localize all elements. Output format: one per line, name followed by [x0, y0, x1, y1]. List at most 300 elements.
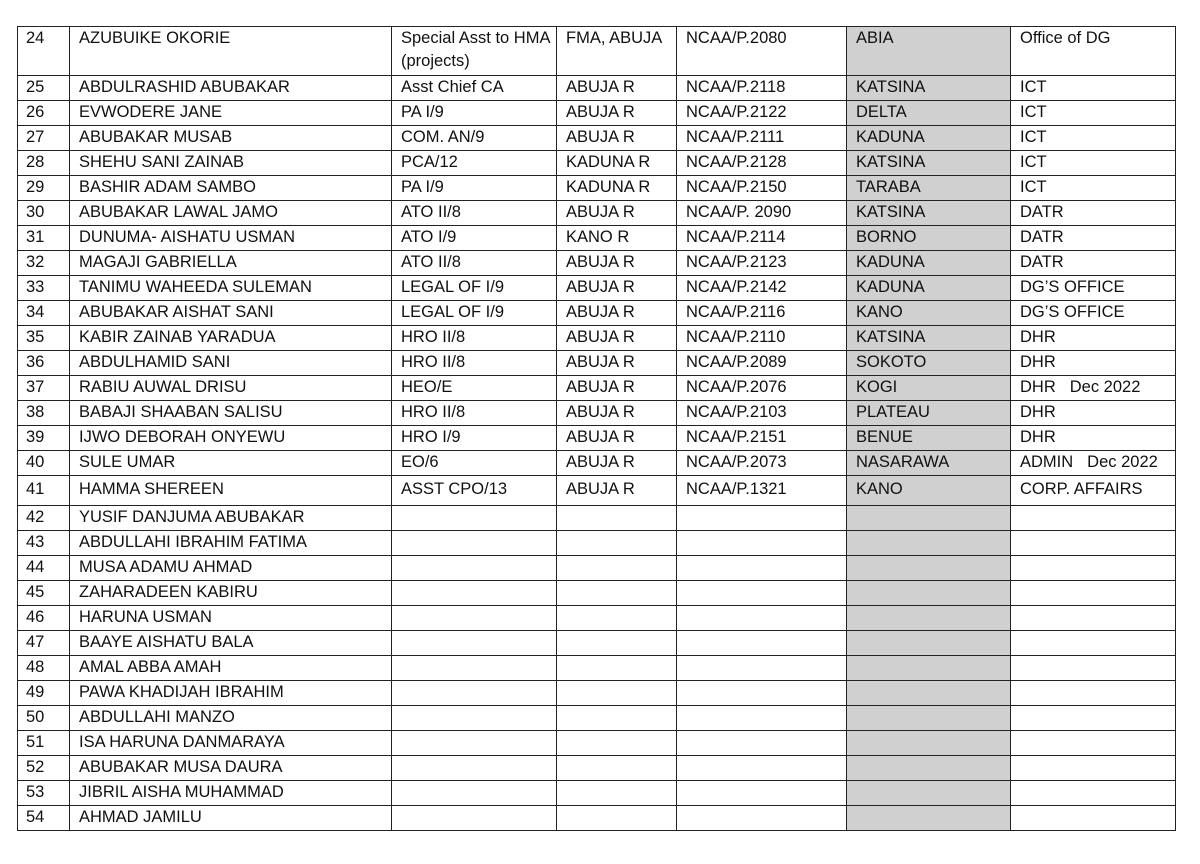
location-text: ABUJA R	[566, 303, 635, 321]
designation-cell	[392, 556, 557, 581]
file-number-text: NCAA/P.2089	[686, 353, 787, 371]
serial-number-cell	[18, 606, 70, 631]
location-cell	[557, 276, 677, 301]
table-row	[18, 706, 1176, 731]
file-number-cell	[677, 806, 847, 831]
department-cell	[1011, 706, 1176, 731]
designation-cell	[392, 401, 557, 426]
table-row	[18, 251, 1176, 276]
serial-number-text: 25	[26, 78, 45, 96]
location-cell	[557, 656, 677, 681]
staff-name-text: ISA HARUNA DANMARAYA	[79, 733, 285, 751]
location-cell	[557, 101, 677, 126]
department-text: DG’S OFFICE	[1020, 303, 1125, 321]
designation-cell	[392, 126, 557, 151]
location-cell	[557, 781, 677, 806]
file-number-text: NCAA/P.2151	[686, 428, 787, 446]
serial-number-text: 28	[26, 153, 45, 171]
file-number-cell	[677, 506, 847, 531]
designation-text: Asst Chief CA	[401, 78, 504, 96]
file-number-cell	[677, 631, 847, 656]
location-cell	[557, 401, 677, 426]
table-row	[18, 631, 1176, 656]
location-cell	[557, 756, 677, 781]
staff-name-text: ABDULLAHI MANZO	[79, 708, 235, 726]
designation-cell	[392, 276, 557, 301]
designation-cell	[392, 681, 557, 706]
serial-number-cell	[18, 351, 70, 376]
state-of-origin-cell	[847, 301, 1011, 326]
staff-name-text: DUNUMA- AISHATU USMAN	[79, 228, 296, 246]
serial-number-cell	[18, 781, 70, 806]
staff-name-cell	[70, 706, 392, 731]
staff-name-cell	[70, 76, 392, 101]
staff-name-text: ABUBAKAR LAWAL JAMO	[79, 203, 278, 221]
state-of-origin-text: KADUNA	[856, 253, 925, 271]
state-of-origin-cell	[847, 27, 1011, 76]
file-number-cell	[677, 476, 847, 506]
state-of-origin-cell	[847, 806, 1011, 831]
state-of-origin-cell	[847, 351, 1011, 376]
staff-name-cell	[70, 101, 392, 126]
file-number-cell	[677, 351, 847, 376]
designation-cell	[392, 631, 557, 656]
staff-name-cell	[70, 27, 392, 76]
state-of-origin-text: KATSINA	[856, 328, 926, 346]
department-cell	[1011, 76, 1176, 101]
staff-name-cell	[70, 226, 392, 251]
serial-number-cell	[18, 176, 70, 201]
location-text: ABUJA R	[566, 328, 635, 346]
state-of-origin-cell	[847, 451, 1011, 476]
state-of-origin-cell	[847, 656, 1011, 681]
staff-name-text: AZUBUIKE OKORIE	[79, 29, 231, 47]
serial-number-text: 35	[26, 328, 45, 346]
staff-name-text: PAWA KHADIJAH IBRAHIM	[79, 683, 284, 701]
staff-name-text: JIBRIL AISHA MUHAMMAD	[79, 783, 284, 801]
location-cell	[557, 301, 677, 326]
serial-number-text: 40	[26, 453, 45, 471]
serial-number-text: 30	[26, 203, 45, 221]
location-cell	[557, 451, 677, 476]
state-of-origin-cell	[847, 781, 1011, 806]
staff-name-cell	[70, 176, 392, 201]
file-number-text: NCAA/P.2116	[686, 303, 786, 321]
department-text: DHR	[1020, 378, 1056, 396]
file-number-cell	[677, 301, 847, 326]
department-cell	[1011, 756, 1176, 781]
state-of-origin-cell	[847, 531, 1011, 556]
serial-number-cell	[18, 376, 70, 401]
staff-name-cell	[70, 781, 392, 806]
designation-cell	[392, 101, 557, 126]
file-number-text: NCAA/P.2150	[686, 178, 787, 196]
department-cell	[1011, 731, 1176, 756]
department-cell	[1011, 506, 1176, 531]
location-text: ABUJA R	[566, 78, 635, 96]
department-cell	[1011, 401, 1176, 426]
state-of-origin-text: KADUNA	[856, 278, 925, 296]
file-number-text: NCAA/P.2110	[686, 328, 786, 346]
department-text: DATR	[1020, 228, 1064, 246]
serial-number-cell	[18, 756, 70, 781]
department-text: DHR	[1020, 328, 1056, 346]
serial-number-text: 38	[26, 403, 45, 421]
file-number-cell	[677, 226, 847, 251]
designation-cell	[392, 201, 557, 226]
staff-name-cell	[70, 656, 392, 681]
staff-name-cell	[70, 606, 392, 631]
serial-number-cell	[18, 226, 70, 251]
location-cell	[557, 531, 677, 556]
serial-number-cell	[18, 76, 70, 101]
designation-text: ASST CPO/13	[401, 480, 508, 498]
table-row	[18, 276, 1176, 301]
staff-name-text: AHMAD JAMILU	[79, 808, 202, 826]
state-of-origin-cell	[847, 476, 1011, 506]
table-row	[18, 606, 1176, 631]
designation-text: COM. AN/9	[401, 128, 485, 146]
department-cell	[1011, 27, 1176, 76]
designation-cell	[392, 27, 557, 76]
file-number-text: NCAA/P.2111	[686, 128, 785, 146]
location-cell	[557, 126, 677, 151]
department-cell	[1011, 531, 1176, 556]
table-row	[18, 451, 1176, 476]
location-text: ABUJA R	[566, 253, 635, 271]
designation-cell	[392, 656, 557, 681]
state-of-origin-cell	[847, 251, 1011, 276]
file-number-cell	[677, 731, 847, 756]
department-text: CORP. AFFAIRS	[1020, 480, 1143, 498]
department-cell	[1011, 656, 1176, 681]
file-number-text: NCAA/P.2142	[686, 278, 787, 296]
file-number-cell	[677, 376, 847, 401]
state-of-origin-cell	[847, 681, 1011, 706]
department-cell	[1011, 101, 1176, 126]
staff-name-cell	[70, 581, 392, 606]
state-of-origin-text: TARABA	[856, 178, 921, 196]
staff-name-text: KABIR ZAINAB YARADUA	[79, 328, 276, 346]
serial-number-text: 26	[26, 103, 45, 121]
location-cell	[557, 606, 677, 631]
location-cell	[557, 476, 677, 506]
staff-table	[17, 26, 1176, 831]
file-number-cell	[677, 176, 847, 201]
department-cell	[1011, 426, 1176, 451]
table-row	[18, 326, 1176, 351]
designation-cell	[392, 376, 557, 401]
staff-name-text: EVWODERE JANE	[79, 103, 223, 121]
department-text: DG’S OFFICE	[1020, 278, 1125, 296]
staff-name-cell	[70, 451, 392, 476]
staff-name-cell	[70, 731, 392, 756]
table-row	[18, 301, 1176, 326]
designation-text: LEGAL OF I/9	[401, 278, 505, 296]
department-cell	[1011, 176, 1176, 201]
designation-text: HRO I/9	[401, 428, 461, 446]
table-row	[18, 426, 1176, 451]
department-text: ICT	[1020, 103, 1047, 121]
designation-text: PCA/12	[401, 153, 458, 171]
department-cell	[1011, 781, 1176, 806]
table-row	[18, 681, 1176, 706]
file-number-cell	[677, 556, 847, 581]
staff-name-cell	[70, 806, 392, 831]
file-number-cell	[677, 781, 847, 806]
designation-text: LEGAL OF I/9	[401, 303, 505, 321]
staff-name-text: BABAJI SHAABAN SALISU	[79, 403, 283, 421]
department-text: DHR	[1020, 428, 1056, 446]
file-number-cell	[677, 76, 847, 101]
location-text: KANO R	[566, 228, 630, 246]
state-of-origin-cell	[847, 756, 1011, 781]
location-text: ABUJA R	[566, 103, 635, 121]
designation-text: HEO/E	[401, 378, 453, 396]
serial-number-cell	[18, 27, 70, 76]
location-cell	[557, 151, 677, 176]
location-text: KADUNA R	[566, 178, 651, 196]
department-text: DHR	[1020, 403, 1056, 421]
designation-cell	[392, 706, 557, 731]
staff-name-text: AMAL ABBA AMAH	[79, 658, 222, 676]
designation-cell	[392, 756, 557, 781]
serial-number-text: 27	[26, 128, 45, 146]
table-row	[18, 176, 1176, 201]
department-cell	[1011, 226, 1176, 251]
serial-number-text: 37	[26, 378, 45, 396]
designation-cell	[392, 176, 557, 201]
state-of-origin-text: KATSINA	[856, 153, 926, 171]
department-cell	[1011, 126, 1176, 151]
state-of-origin-cell	[847, 126, 1011, 151]
staff-name-cell	[70, 506, 392, 531]
table-row	[18, 556, 1176, 581]
serial-number-text: 36	[26, 353, 45, 371]
department-cell	[1011, 681, 1176, 706]
serial-number-cell	[18, 326, 70, 351]
serial-number-cell	[18, 401, 70, 426]
serial-number-cell	[18, 276, 70, 301]
department-cell	[1011, 556, 1176, 581]
department-text: DHR	[1020, 353, 1056, 371]
department-cell	[1011, 476, 1176, 506]
state-of-origin-cell	[847, 401, 1011, 426]
serial-number-cell	[18, 426, 70, 451]
table-row	[18, 351, 1176, 376]
staff-table-body	[18, 27, 1176, 831]
serial-number-text: 31	[26, 228, 45, 246]
location-cell	[557, 506, 677, 531]
state-of-origin-cell	[847, 276, 1011, 301]
file-number-cell	[677, 151, 847, 176]
state-of-origin-text: BORNO	[856, 228, 917, 246]
serial-number-cell	[18, 126, 70, 151]
serial-number-cell	[18, 201, 70, 226]
staff-name-text: ABUBAKAR AISHAT SANI	[79, 303, 274, 321]
department-cell	[1011, 301, 1176, 326]
file-number-cell	[677, 276, 847, 301]
staff-name-cell	[70, 426, 392, 451]
designation-cell	[392, 581, 557, 606]
staff-name-cell	[70, 756, 392, 781]
serial-number-cell	[18, 151, 70, 176]
table-row	[18, 756, 1176, 781]
serial-number-text: 33	[26, 278, 45, 296]
table-row	[18, 806, 1176, 831]
staff-name-cell	[70, 631, 392, 656]
state-of-origin-cell	[847, 201, 1011, 226]
serial-number-text: 41	[26, 480, 45, 498]
table-row	[18, 401, 1176, 426]
staff-name-cell	[70, 201, 392, 226]
state-of-origin-text: BENUE	[856, 428, 913, 446]
staff-name-text: ABUBAKAR MUSAB	[79, 128, 233, 146]
serial-number-text: 48	[26, 658, 45, 676]
location-cell	[557, 76, 677, 101]
table-row	[18, 101, 1176, 126]
file-number-cell	[677, 681, 847, 706]
staff-name-text: TANIMU WAHEEDA SULEMAN	[79, 278, 312, 296]
designation-cell	[392, 806, 557, 831]
file-number-text: NCAA/P.2122	[686, 103, 787, 121]
serial-number-text: 39	[26, 428, 45, 446]
department-text: DATR	[1020, 253, 1064, 271]
file-number-text: NCAA/P.2073	[686, 453, 787, 471]
file-number-cell	[677, 531, 847, 556]
serial-number-cell	[18, 706, 70, 731]
file-number-text: NCAA/P.2128	[686, 153, 787, 171]
location-cell	[557, 731, 677, 756]
location-cell	[557, 226, 677, 251]
table-row	[18, 151, 1176, 176]
file-number-cell	[677, 101, 847, 126]
designation-cell	[392, 151, 557, 176]
state-of-origin-cell	[847, 556, 1011, 581]
staff-name-cell	[70, 476, 392, 506]
file-number-text: NCAA/P.2114	[686, 228, 786, 246]
file-number-text: NCAA/P.2123	[686, 253, 787, 271]
file-number-cell	[677, 251, 847, 276]
designation-cell	[392, 531, 557, 556]
state-of-origin-text: KOGI	[856, 378, 898, 396]
file-number-cell	[677, 451, 847, 476]
state-of-origin-cell	[847, 426, 1011, 451]
designation-text: PA I/9	[401, 103, 444, 121]
table-row	[18, 506, 1176, 531]
table-row	[18, 531, 1176, 556]
state-of-origin-cell	[847, 376, 1011, 401]
staff-name-cell	[70, 251, 392, 276]
department-text: ADMIN	[1020, 453, 1074, 471]
table-row	[18, 476, 1176, 506]
serial-number-text: 53	[26, 783, 45, 801]
staff-name-cell	[70, 151, 392, 176]
file-number-text: NCAA/P.2080	[686, 29, 787, 47]
serial-number-text: 42	[26, 508, 45, 526]
state-of-origin-text: NASARAWA	[856, 453, 950, 471]
designation-cell	[392, 606, 557, 631]
state-of-origin-cell	[847, 731, 1011, 756]
designation-text: ATO I/9	[401, 228, 457, 246]
location-cell	[557, 27, 677, 76]
file-number-text: NCAA/P.1321	[686, 480, 787, 498]
location-cell	[557, 351, 677, 376]
serial-number-cell	[18, 631, 70, 656]
serial-number-cell	[18, 476, 70, 506]
designation-text: ATO II/8	[401, 253, 461, 271]
designation-cell	[392, 301, 557, 326]
state-of-origin-cell	[847, 76, 1011, 101]
department-text: ICT	[1020, 178, 1047, 196]
location-text: ABUJA R	[566, 403, 635, 421]
serial-number-cell	[18, 581, 70, 606]
designation-cell	[392, 76, 557, 101]
designation-text: Special Asst to HMA (projects)	[401, 29, 550, 70]
designation-cell	[392, 781, 557, 806]
serial-number-cell	[18, 451, 70, 476]
staff-name-cell	[70, 301, 392, 326]
serial-number-cell	[18, 731, 70, 756]
file-number-cell	[677, 756, 847, 781]
state-of-origin-text: KADUNA	[856, 128, 925, 146]
serial-number-text: 52	[26, 758, 45, 776]
state-of-origin-text: KANO	[856, 480, 903, 498]
serial-number-text: 51	[26, 733, 45, 751]
state-of-origin-cell	[847, 326, 1011, 351]
serial-number-text: 32	[26, 253, 45, 271]
department-text: Office of DG	[1020, 29, 1111, 47]
staff-name-cell	[70, 326, 392, 351]
serial-number-text: 29	[26, 178, 45, 196]
staff-name-cell	[70, 376, 392, 401]
department-text: ICT	[1020, 128, 1047, 146]
state-of-origin-cell	[847, 151, 1011, 176]
department-text: ICT	[1020, 153, 1047, 171]
file-number-cell	[677, 326, 847, 351]
serial-number-text: 45	[26, 583, 45, 601]
designation-cell	[392, 251, 557, 276]
file-number-text: NCAA/P.2103	[686, 403, 787, 421]
file-number-cell	[677, 201, 847, 226]
department-text: ICT	[1020, 78, 1047, 96]
staff-name-text: SHEHU SANI ZAINAB	[79, 153, 245, 171]
designation-text: HRO II/8	[401, 328, 466, 346]
location-text: ABUJA R	[566, 353, 635, 371]
state-of-origin-cell	[847, 706, 1011, 731]
designation-text: ATO II/8	[401, 203, 461, 221]
location-cell	[557, 426, 677, 451]
table-row	[18, 581, 1176, 606]
location-cell	[557, 326, 677, 351]
department-text: DATR	[1020, 203, 1064, 221]
designation-text: HRO II/8	[401, 353, 466, 371]
state-of-origin-cell	[847, 101, 1011, 126]
state-of-origin-cell	[847, 176, 1011, 201]
serial-number-text: 46	[26, 608, 45, 626]
designation-cell	[392, 731, 557, 756]
designation-cell	[392, 426, 557, 451]
staff-name-cell	[70, 351, 392, 376]
table-row	[18, 376, 1176, 401]
staff-name-cell	[70, 126, 392, 151]
staff-name-text: BASHIR ADAM SAMBO	[79, 178, 256, 196]
table-row	[18, 27, 1176, 76]
location-text: ABUJA R	[566, 278, 635, 296]
file-number-cell	[677, 656, 847, 681]
department-cell	[1011, 606, 1176, 631]
serial-number-text: 50	[26, 708, 45, 726]
